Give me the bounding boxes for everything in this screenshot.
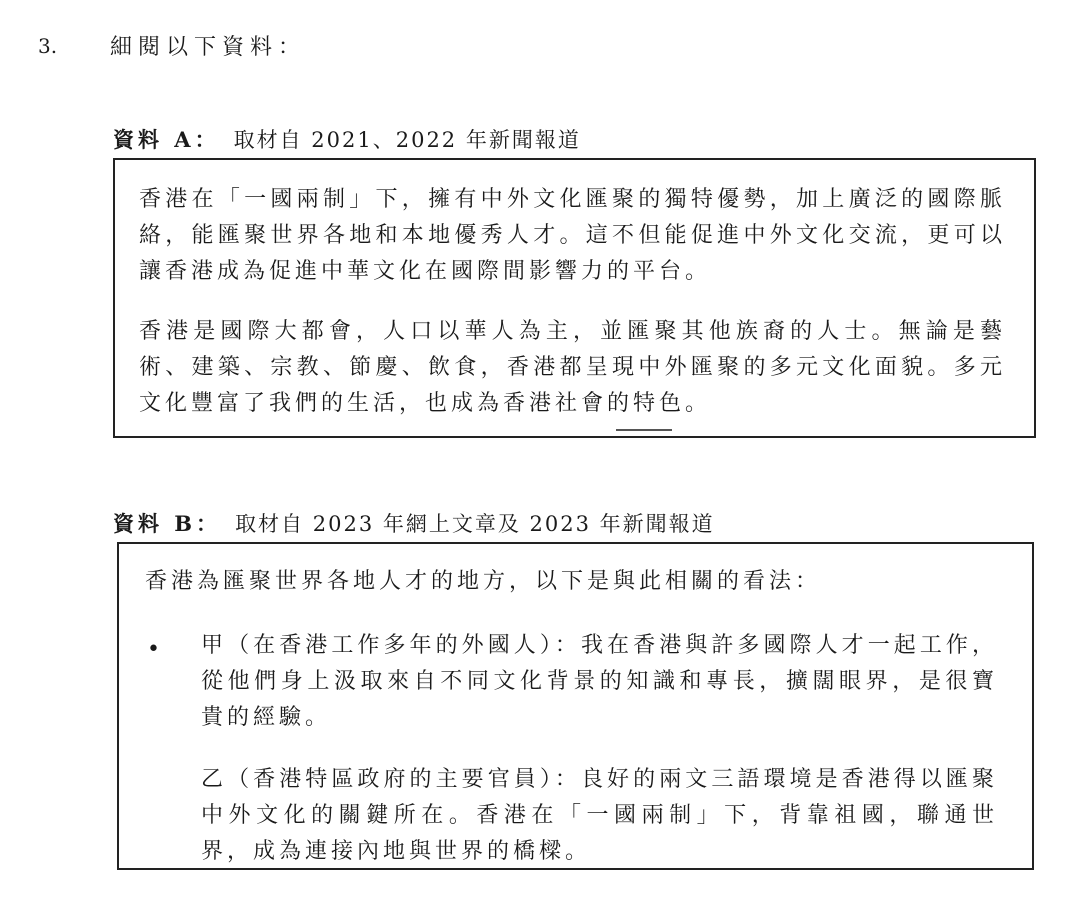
source-a-box [113, 158, 1036, 438]
bullet-dot-icon: • [147, 637, 160, 662]
box-a-bottom-mark [616, 429, 672, 431]
source-b-view-2: 乙（香港特區政府的主要官員）：良好的兩文三語環境是香港得以匯聚中外文化的關鍵所在。香港在「一國兩制」下，背靠祖國，聯通世界，成為連接內地與世界的橋樑。 [201, 767, 998, 864]
source-a-paragraph-1: 香港在「一國兩制」下，擁有中外文化匯聚的獨特優勢，加上廣泛的國際脈絡，能匯聚世界各地和本地優秀人才。這不但能促進中外文化交流，更可以讓香港成為促進中華文化在國際間影響力的平台。 [139, 187, 1006, 284]
source-b-view-1: 甲（在香港工作多年的外國人）：我在香港與許多國際人才一起工作，從他們身上汲取來自不同文化背景的知識和專長，擴闊眼界，是很寶貴的經驗。 [201, 633, 998, 730]
source-b-box [117, 542, 1034, 870]
source-a-paragraph-2: 香港是國際大都會，人口以華人為主，並匯聚其他族裔的人士。無論是藝術、建築、宗教、節慶、飲食，香港都呈現中外匯聚的多元文化面貌。多元文化豐富了我們的生活，也成為香港社會的特色。 [139, 319, 1006, 416]
source-b-label: 資料 B： [113, 511, 222, 536]
question-instruction: 細閱以下資料： [110, 35, 307, 60]
question-number: 3. [38, 34, 58, 58]
source-b-heading [113, 508, 715, 538]
source-a-label: 資料 A： [113, 127, 220, 152]
source-b-caption: 取材自 2023 年網上文章及 2023 年新聞報道 [235, 512, 715, 536]
source-b-intro: 香港為匯聚世界各地人才的地方，以下是與此相關的看法： [145, 569, 822, 594]
source-a-caption: 取材自 2021、2022 年新聞報道 [233, 128, 581, 152]
source-a-heading [113, 124, 581, 154]
